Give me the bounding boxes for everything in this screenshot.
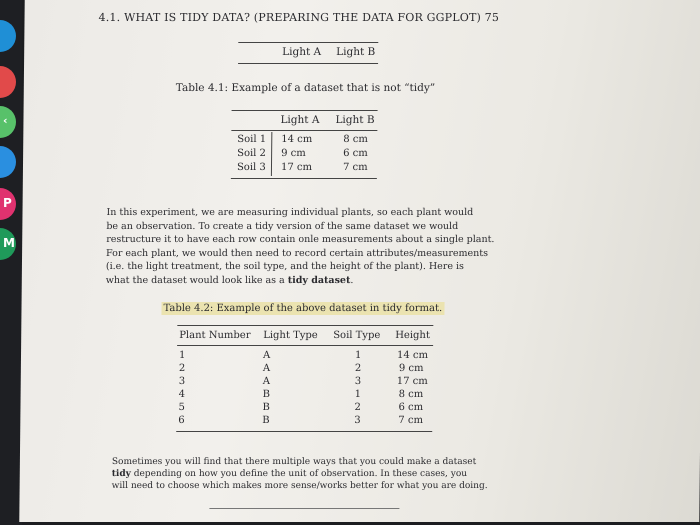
para-line-2: be an observation. To create a tidy version of the same dataset we would [106, 220, 459, 232]
closing-paragraph [112, 456, 512, 492]
t2-r1-plant: 1 [178, 350, 186, 361]
para-line-5: (i.e. the light treatment, the soil type, and the height of the plant). Here is [105, 261, 464, 272]
app-icon-blue-2[interactable] [0, 146, 16, 178]
top-table-rule-top [238, 42, 378, 43]
t2-r2-height: 9 cm [398, 363, 424, 374]
t2-r4-height: 8 cm [398, 389, 424, 400]
top-table-rule-bottom [238, 63, 378, 64]
app-sidebar [0, 0, 22, 525]
table-4-2-caption [161, 303, 444, 314]
table-4-1-rule-bottom [231, 178, 377, 179]
t2-r6-height: 7 cm [398, 415, 424, 426]
table-4-1-rule-top [232, 110, 378, 111]
para-line-1: In this experiment, we are measuring individual plants, so each plant would [106, 207, 474, 218]
page-header: 4.1. WHAT IS TIDY DATA? (PREPARING THE DATA FOR GGPLOT) 75 [98, 11, 500, 24]
table-4-1-caption: Table 4.1: Example of a dataset that is not “tidy” [175, 82, 436, 94]
t2-r2-soil: 2 [354, 363, 362, 374]
table-4-2-rule-bottom [176, 431, 432, 432]
table-4-1-soil-1: Soil 1 [237, 134, 267, 145]
t2-r5-light: B [262, 402, 270, 413]
app-icon-green[interactable]: ‹ [0, 106, 16, 138]
footer-rule [209, 508, 399, 509]
app-icon-red[interactable] [0, 66, 16, 98]
top-table-header-a: Light A [282, 46, 322, 58]
document-screen [19, 0, 700, 522]
para-line-4: For each plant, we would then need to record certain attributes/measurements [106, 247, 489, 259]
para-line-6 [106, 274, 506, 288]
closing-line-2-rest: depending on how you define the unit of observation. In these cases, you [130, 469, 468, 479]
closing-line-1: Sometimes you will find that there multiple ways that you could make a dataset [111, 457, 477, 467]
para-line-6-text: what the dataset would look like as a [105, 274, 285, 286]
table-4-1-b-2: 6 cm [343, 148, 368, 159]
t2-r3-soil: 3 [354, 376, 362, 387]
table-4-2-header-light: Light Type [263, 330, 318, 341]
t2-r3-light: A [262, 376, 271, 387]
table-4-1-rule-mid [231, 130, 377, 131]
top-table-header-b: Light B [336, 46, 376, 58]
t2-r4-light: B [262, 389, 271, 400]
t2-r6-soil: 3 [354, 415, 361, 426]
rail-label-m: M [3, 236, 15, 250]
table-4-2-rule-mid [177, 345, 433, 346]
closing-line-2 [112, 468, 512, 480]
t2-r2-light: A [262, 363, 271, 374]
table-4-2-header-plant: Plant Number [179, 330, 251, 341]
t2-r5-height: 6 cm [398, 402, 424, 413]
table-4-1-soil-3: Soil 3 [236, 162, 266, 173]
t2-r5-plant: 5 [178, 402, 185, 413]
table-4-1-b-3: 7 cm [342, 162, 368, 173]
app-icon-blue[interactable] [0, 20, 16, 52]
para-end-punct: . [350, 274, 354, 286]
t2-r4-plant: 4 [178, 389, 186, 400]
table-4-2-rule-top [177, 325, 433, 326]
body-paragraph [106, 206, 507, 287]
t2-r3-plant: 3 [178, 376, 186, 387]
t2-r1-height: 14 cm [396, 350, 429, 361]
t2-r6-plant: 6 [178, 415, 185, 426]
t2-r4-soil: 1 [354, 389, 362, 400]
book-page [19, 0, 700, 522]
t2-r3-height: 17 cm [396, 376, 428, 387]
table-4-1-b-1: 8 cm [343, 134, 368, 145]
table-4-1-vline [271, 132, 272, 176]
closing-line-3: will need to choose which makes more sense/works better for what you are doing. [111, 481, 488, 491]
app-icon-green-2[interactable] [0, 228, 16, 260]
table-4-1-header-b: Light B [335, 114, 375, 126]
t2-r1-soil: 1 [354, 350, 362, 361]
table-4-1-a-3: 17 cm [280, 162, 313, 173]
t2-r6-light: B [262, 415, 270, 426]
para-line-3: restructure it to have each row contain onle measurements about a single plant. [106, 234, 495, 245]
t2-r2-plant: 2 [178, 363, 186, 374]
t2-r1-light: A [262, 350, 271, 361]
table-4-1-soil-2: Soil 2 [237, 148, 266, 159]
table-4-1-header-a: Light A [280, 114, 320, 126]
app-icon-pink[interactable] [0, 188, 16, 220]
para-bold-tidy-dataset: tidy dataset [287, 274, 351, 286]
t2-r5-soil: 2 [354, 402, 361, 413]
table-4-2-header-height: Height [395, 330, 430, 341]
table-4-2-header-soil: Soil Type [333, 330, 381, 341]
table-4-2-caption-text: Table 4.2: Example of the above dataset in tidy format. [161, 302, 444, 315]
table-4-1-a-2: 9 cm [281, 148, 306, 159]
table-4-1-a-1: 14 cm [281, 134, 313, 145]
rail-label-p: P [3, 196, 12, 210]
closing-bold-tidy: tidy [111, 469, 131, 479]
